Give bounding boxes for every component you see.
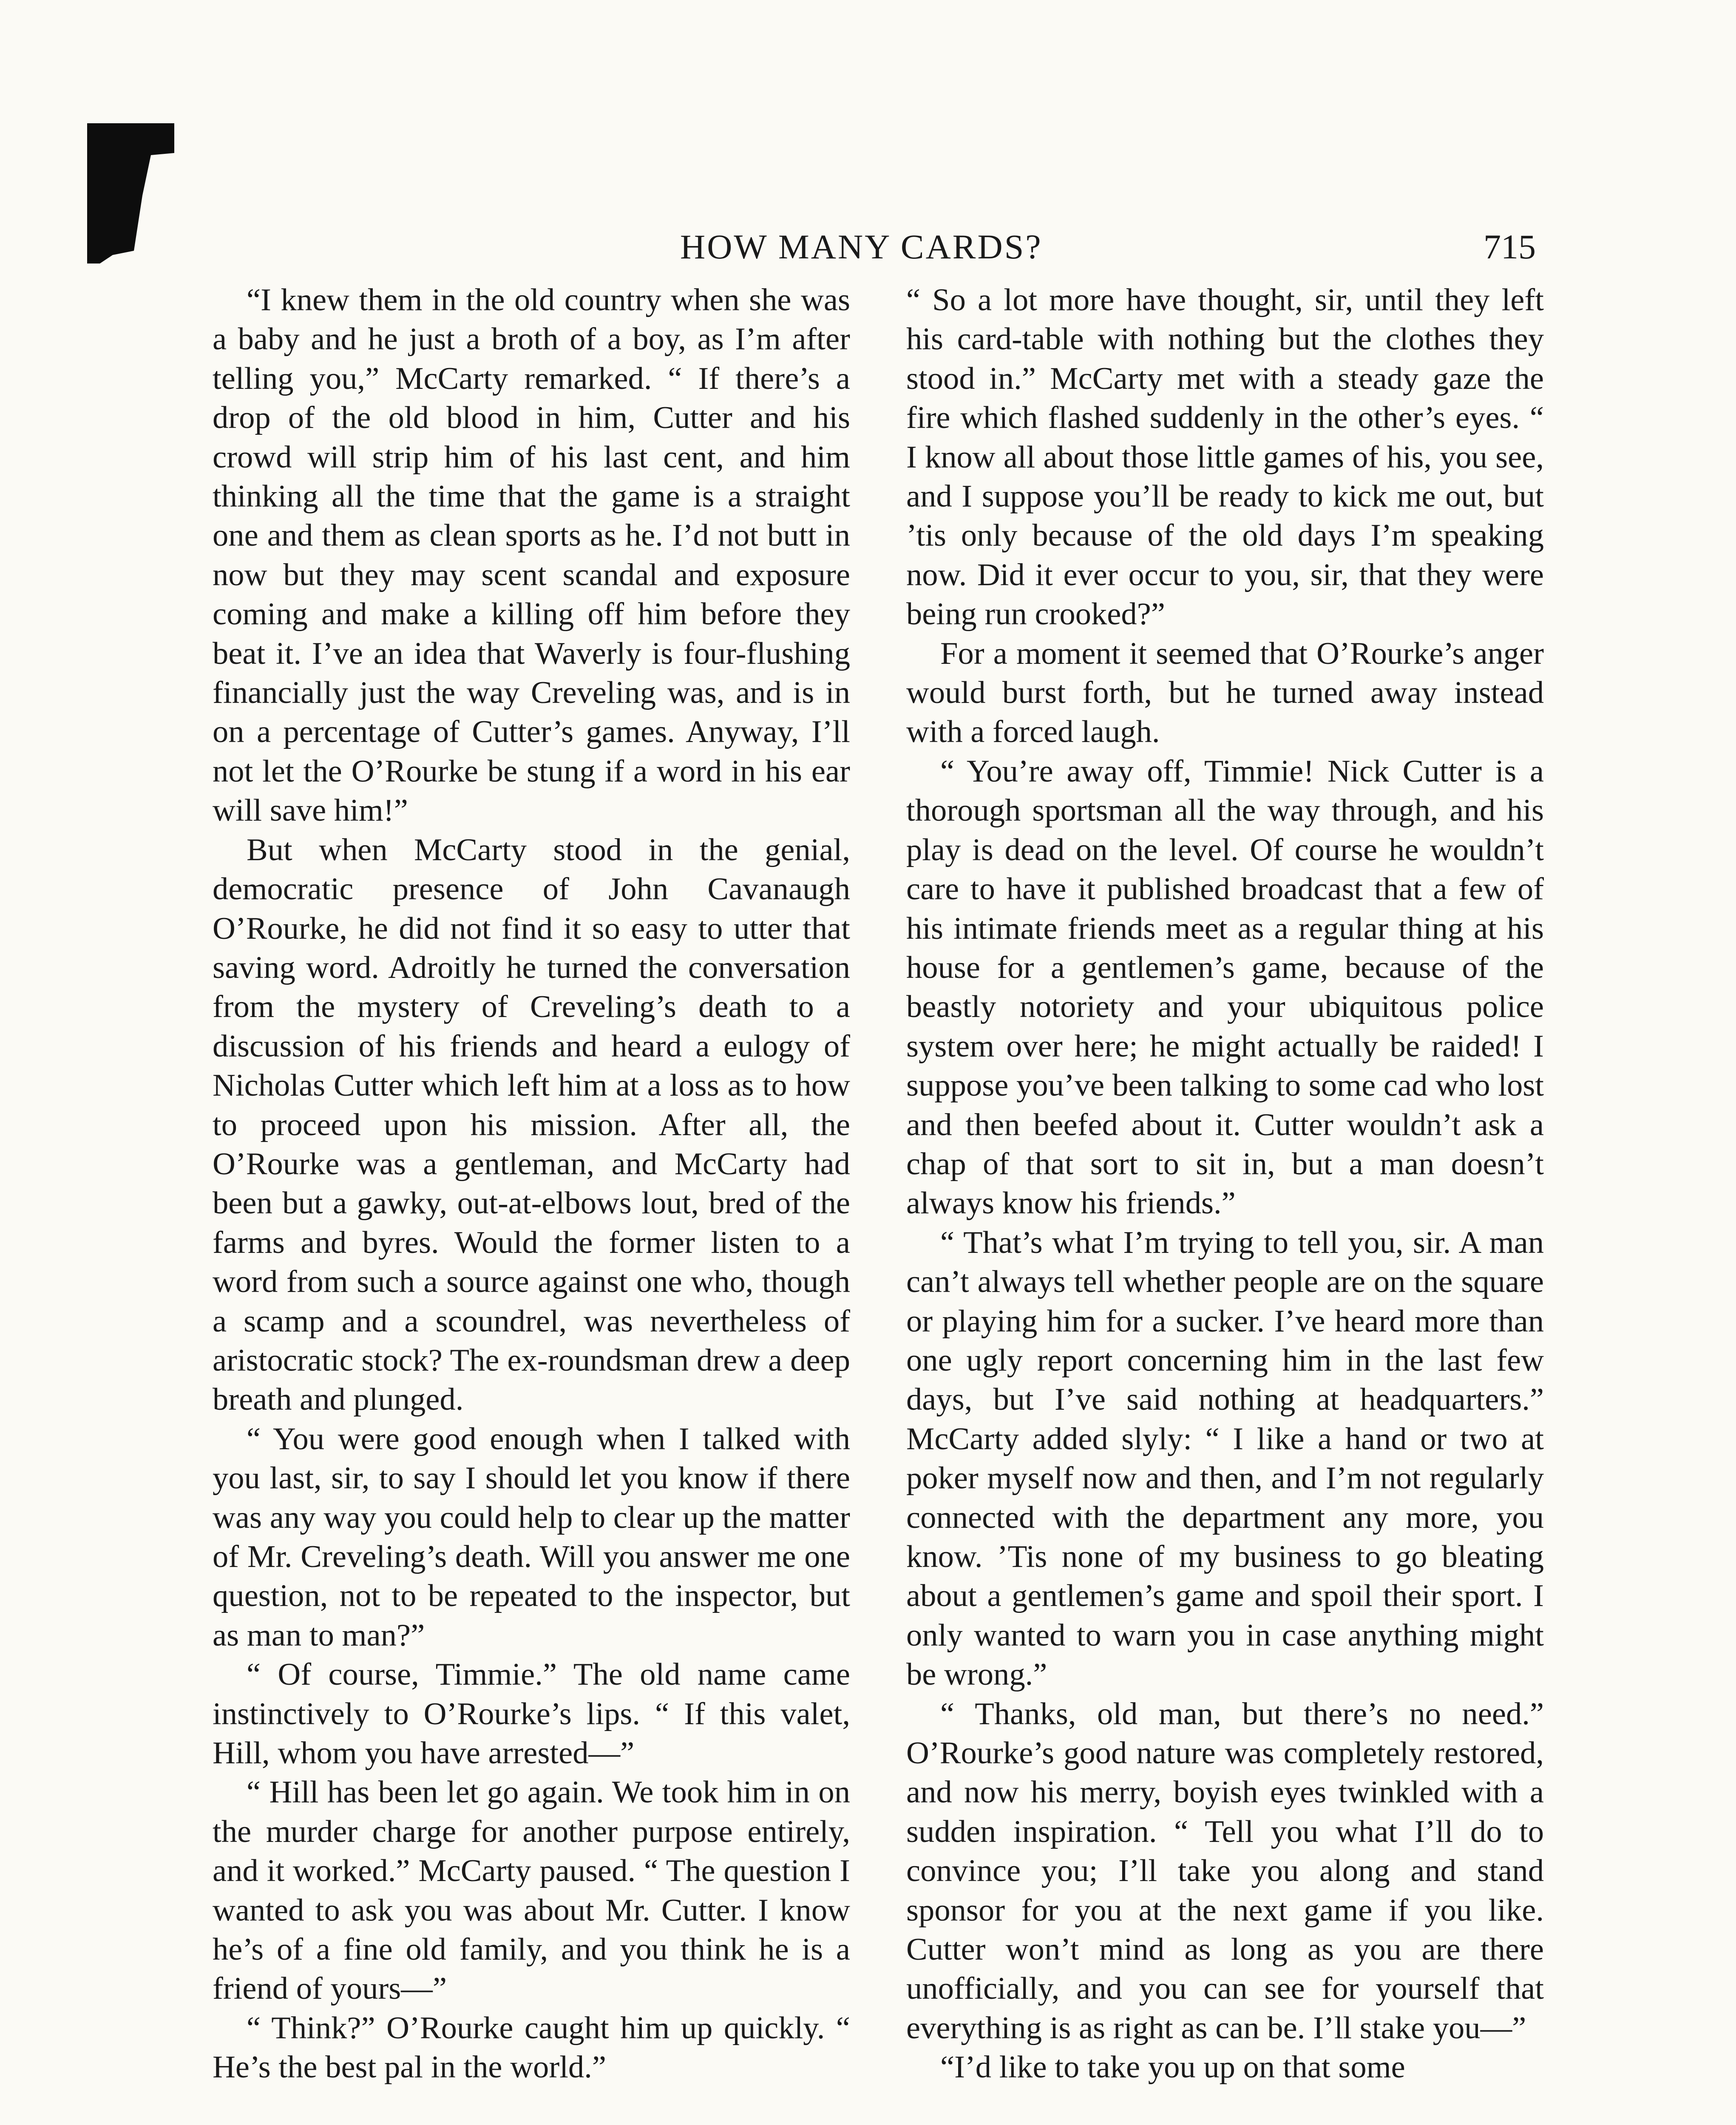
paragraph: For a moment it seemed that O’Rourke’s anger would burst forth, but he turned away instead with a forced laugh.	[906, 636, 1544, 750]
left-column	[213, 280, 850, 2087]
paragraph: “ Of course, Timmie.” The old name came instinctively to O’Rourke’s lips. “ If this valet, Hill, whom you have arrested—”	[213, 1657, 850, 1771]
paragraph: “I knew them in the old country when she was a baby and he just a broth of a boy, as I’m after telling you,” McCarty remarked. “ If there’s a drop of the old blood in him, Cutter and his crowd will strip him of his last cent, and him thinking all the time that the game is a straight one and them as clean sports as he. I’d not butt in now but they may scent scandal and exposure coming and make a killing off him before they beat it. I’ve an idea that Waverly is four-flushing financially just the way Creveling was, and is in on a percentage of Cutter’s games. Anyway, I’ll not let the O’Rourke be stung if a word in his ear will save him!”	[213, 283, 850, 828]
paragraph: “ You’re away off, Timmie! Nick Cutter is a thorough sportsman all the way through, and his play is dead on the level. Of course he wouldn’t care to have it published broadcast that a few of his intimate friends meet as a regular thing at his house for a gentlemen’s game, because of the beastly notoriety and your ubiquitous police system over here; he might actually be raided! I suppose you’ve been talking to some cad who lost and then beefed about it. Cutter wouldn’t ask a chap of that sort to sit in, but a man doesn’t always know his friends.”	[906, 754, 1544, 1221]
paragraph: “ That’s what I’m trying to tell you, sir. A man can’t always tell whether people are on the square or playing him for a sucker. I’ve heard more than one ugly report concerning him in the last few days, but I’ve said nothing at headquarters.” McCarty added slyly: “ I like a hand or two at poker myself now and then, and I’m not regularly connected with the department any more, you know. ’Tis none of my business to go bleating about a gentlemen’s game and spoil their sport. I only wanted to warn you in case anything might be wrong.”	[906, 1225, 1544, 1692]
page-number: 715	[1484, 227, 1536, 266]
right-column	[906, 280, 1544, 2087]
paragraph: “ Think?” O’Rourke caught him up quickly. “ He’s the best pal in the world.”	[213, 2010, 850, 2085]
paragraph: “I’d like to take you up on that some	[940, 2050, 1405, 2085]
scan-corner-mark	[87, 123, 174, 264]
paragraph: But when McCarty stood in the genial, democratic presence of John Cavanaugh O’Rourke, he did not find it so easy to utter that saving word. Adroitly he turned the conversation from the mystery of Creveling’s death to a discussion of his friends and heard a eulogy of Nicholas Cutter which left him at a loss as to how to proceed upon his mission. After all, the O’Rourke was a gentleman, and McCarty had been but a gawky, out-at-elbows lout, bred of the farms and byres. Would the former listen to a word from such a source against one who, though a scamp and a scoundrel, was nevertheless of aristocratic stock? The ex-roundsman drew a deep breath and plunged.	[213, 832, 850, 1417]
paragraph: “ You were good enough when I talked with you last, sir, to say I should let you know if there was any way you could help to clear up the matter of Mr. Creveling’s death. Will you answer me one question, not to be repeated to the inspector, but as man to man?”	[213, 1421, 850, 1653]
running-header-title: HOW MANY CARDS?	[680, 227, 1043, 266]
paragraph: “ So a lot more have thought, sir, until they left his card-table with nothing but the clothes they stood in.” McCarty met with a steady gaze the fire which flashed suddenly in the other’s eyes. “ I know all about those little games of his, you see, and I suppose you’ll be ready to kick me out, but ’tis only because of the old days I’m speaking now. Did it ever occur to you, sir, that they were being run crooked?”	[906, 283, 1544, 632]
paragraph: “ Thanks, old man, but there’s no need.” O’Rourke’s good nature was completely restored, and now his merry, boyish eyes twinkled with a sudden inspiration. “ Tell you what I’ll do to convince you; I’ll take you along and stand sponsor for you at the next game if you like. Cutter won’t mind as long as you are there unofficially, and you can see for yourself that everything is as right as can be. I’ll stake you—”	[906, 1696, 1544, 2046]
paragraph: “ Hill has been let go again. We took him in on the murder charge for another purpose entirely, and it worked.” McCarty paused. “ The question I wanted to ask you was about Mr. Cutter. I know he’s of a fine old family, and you think he is a friend of yours—”	[213, 1775, 850, 2006]
